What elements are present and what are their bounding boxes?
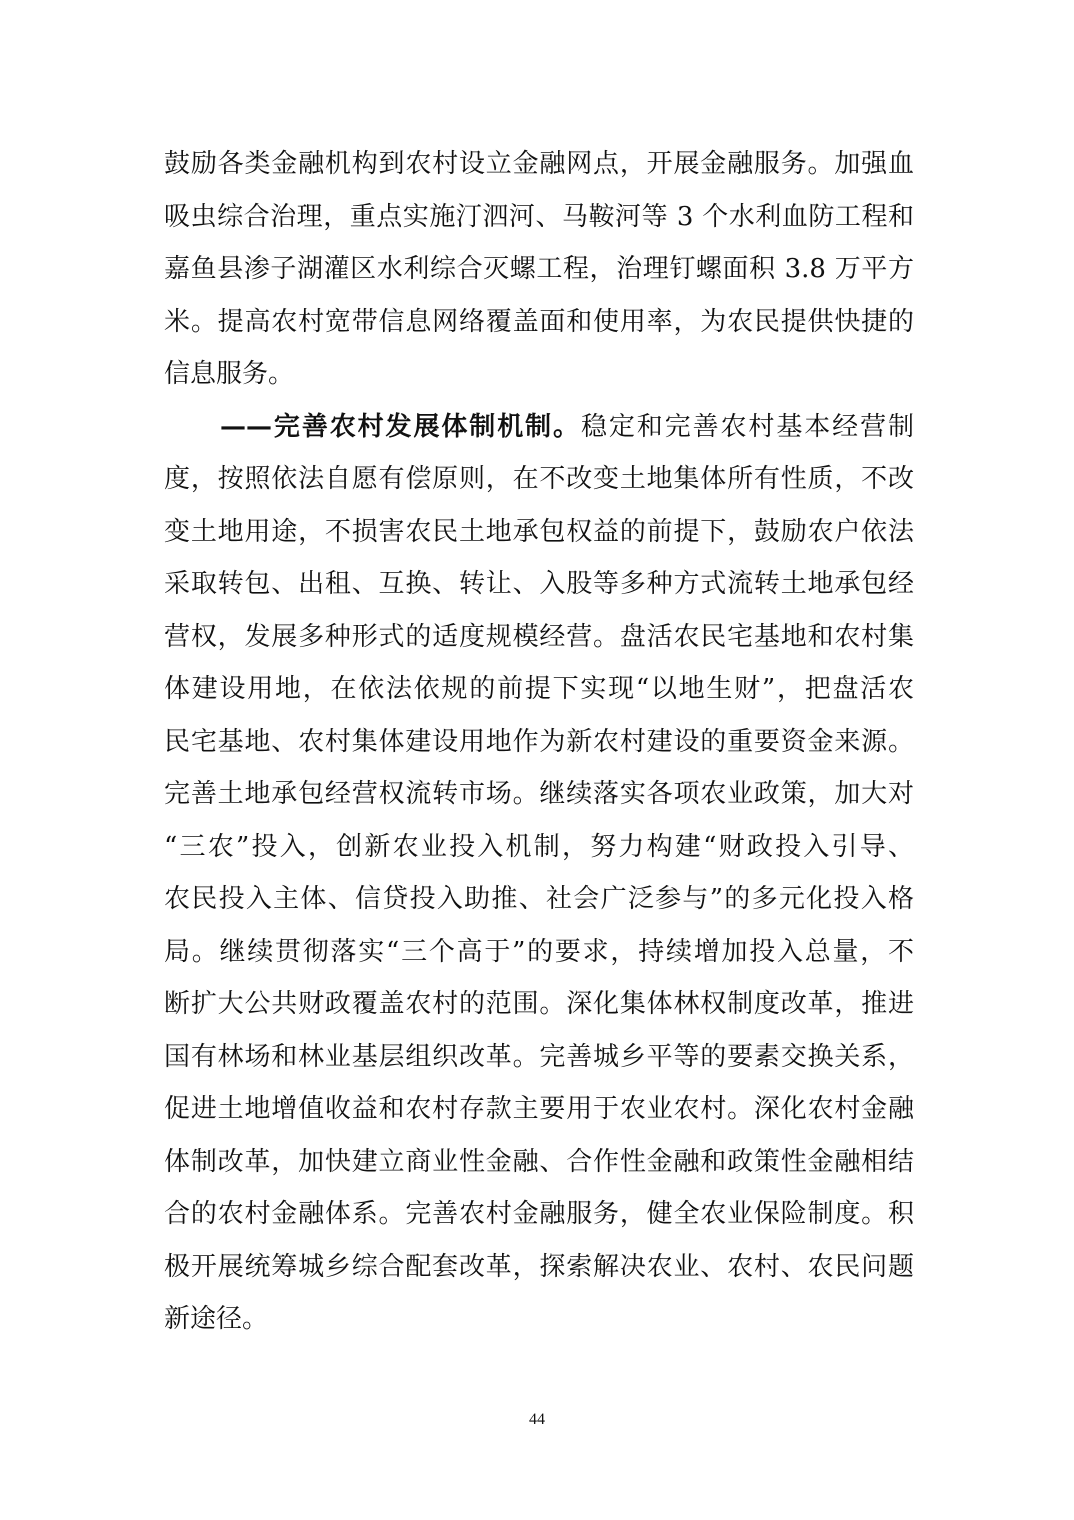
text-line: 营权，发展多种形式的适度规模经营。盘活农民宅基地和农村集 [164,621,914,652]
text-line: 农民投入主体、信贷投入助推、社会广泛参与”的多元化投入格 [164,884,914,914]
text-line: 局。继续贯彻落实“三个高于”的要求，持续增加投入总量，不 [164,936,914,967]
text-line: “三农”投入，创新农业投入机制，努力构建“财政投入引导、 [164,831,914,862]
text-line: 吸虫综合治理，重点实施汀泗河、马鞍河等 3 个水利血防工程和 [164,201,914,232]
paragraph-heading-line [164,401,914,454]
text-line: 信息服务。 [164,359,295,389]
text-line: 鼓励各类金融机构到农村设立金融网点，开展金融服务。加强血 [164,149,914,179]
text-line: 完善土地承包经营权流转市场。继续落实各项农业政策，加大对 [164,779,914,809]
text-line: 米。提高农村宽带信息网络覆盖面和使用率，为农民提供快捷的 [164,306,914,337]
text-line: 变土地用途，不损害农民土地承包权益的前提下，鼓励农户依法 [164,516,914,547]
text-line: 采取转包、出租、互换、转让、入股等多种方式流转土地承包经 [164,569,914,599]
body-text [164,138,914,1346]
heading-line-text: 稳定和完善农村基本经营制 [580,411,914,442]
section-heading: ——完善农村发展体制机制。 [220,411,581,442]
text-line: 嘉鱼县渗子湖灌区水利综合灭螺工程，治理钉螺面积 3.8 万平方 [164,254,914,284]
text-line: 体制改革，加快建立商业性金融、合作性金融和政策性金融相结 [164,1146,914,1177]
text-line: 促进土地增值收益和农村存款主要用于农业农村。深化农村金融 [164,1094,914,1124]
text-line: 民宅基地、农村集体建设用地作为新农村建设的重要资金来源。 [164,726,914,757]
text-line: 新途径。 [164,1304,269,1334]
text-line: 度，按照依法自愿有偿原则，在不改变土地集体所有性质，不改 [164,464,914,494]
text-line: 断扩大公共财政覆盖农村的范围。深化集体林权制度改革，推进 [164,989,914,1019]
text-line: 极开展统筹城乡综合配套改革，探索解决农业、农村、农民问题 [164,1251,914,1282]
text-line: 体建设用地，在依法依规的前提下实现“以地生财”，把盘活农 [164,674,914,704]
text-line: 国有林场和林业基层组织改革。完善城乡平等的要素交换关系， [164,1041,914,1072]
page-number: 44 [529,1411,545,1428]
text-line: 合的农村金融体系。完善农村金融服务，健全农业保险制度。积 [164,1199,914,1229]
